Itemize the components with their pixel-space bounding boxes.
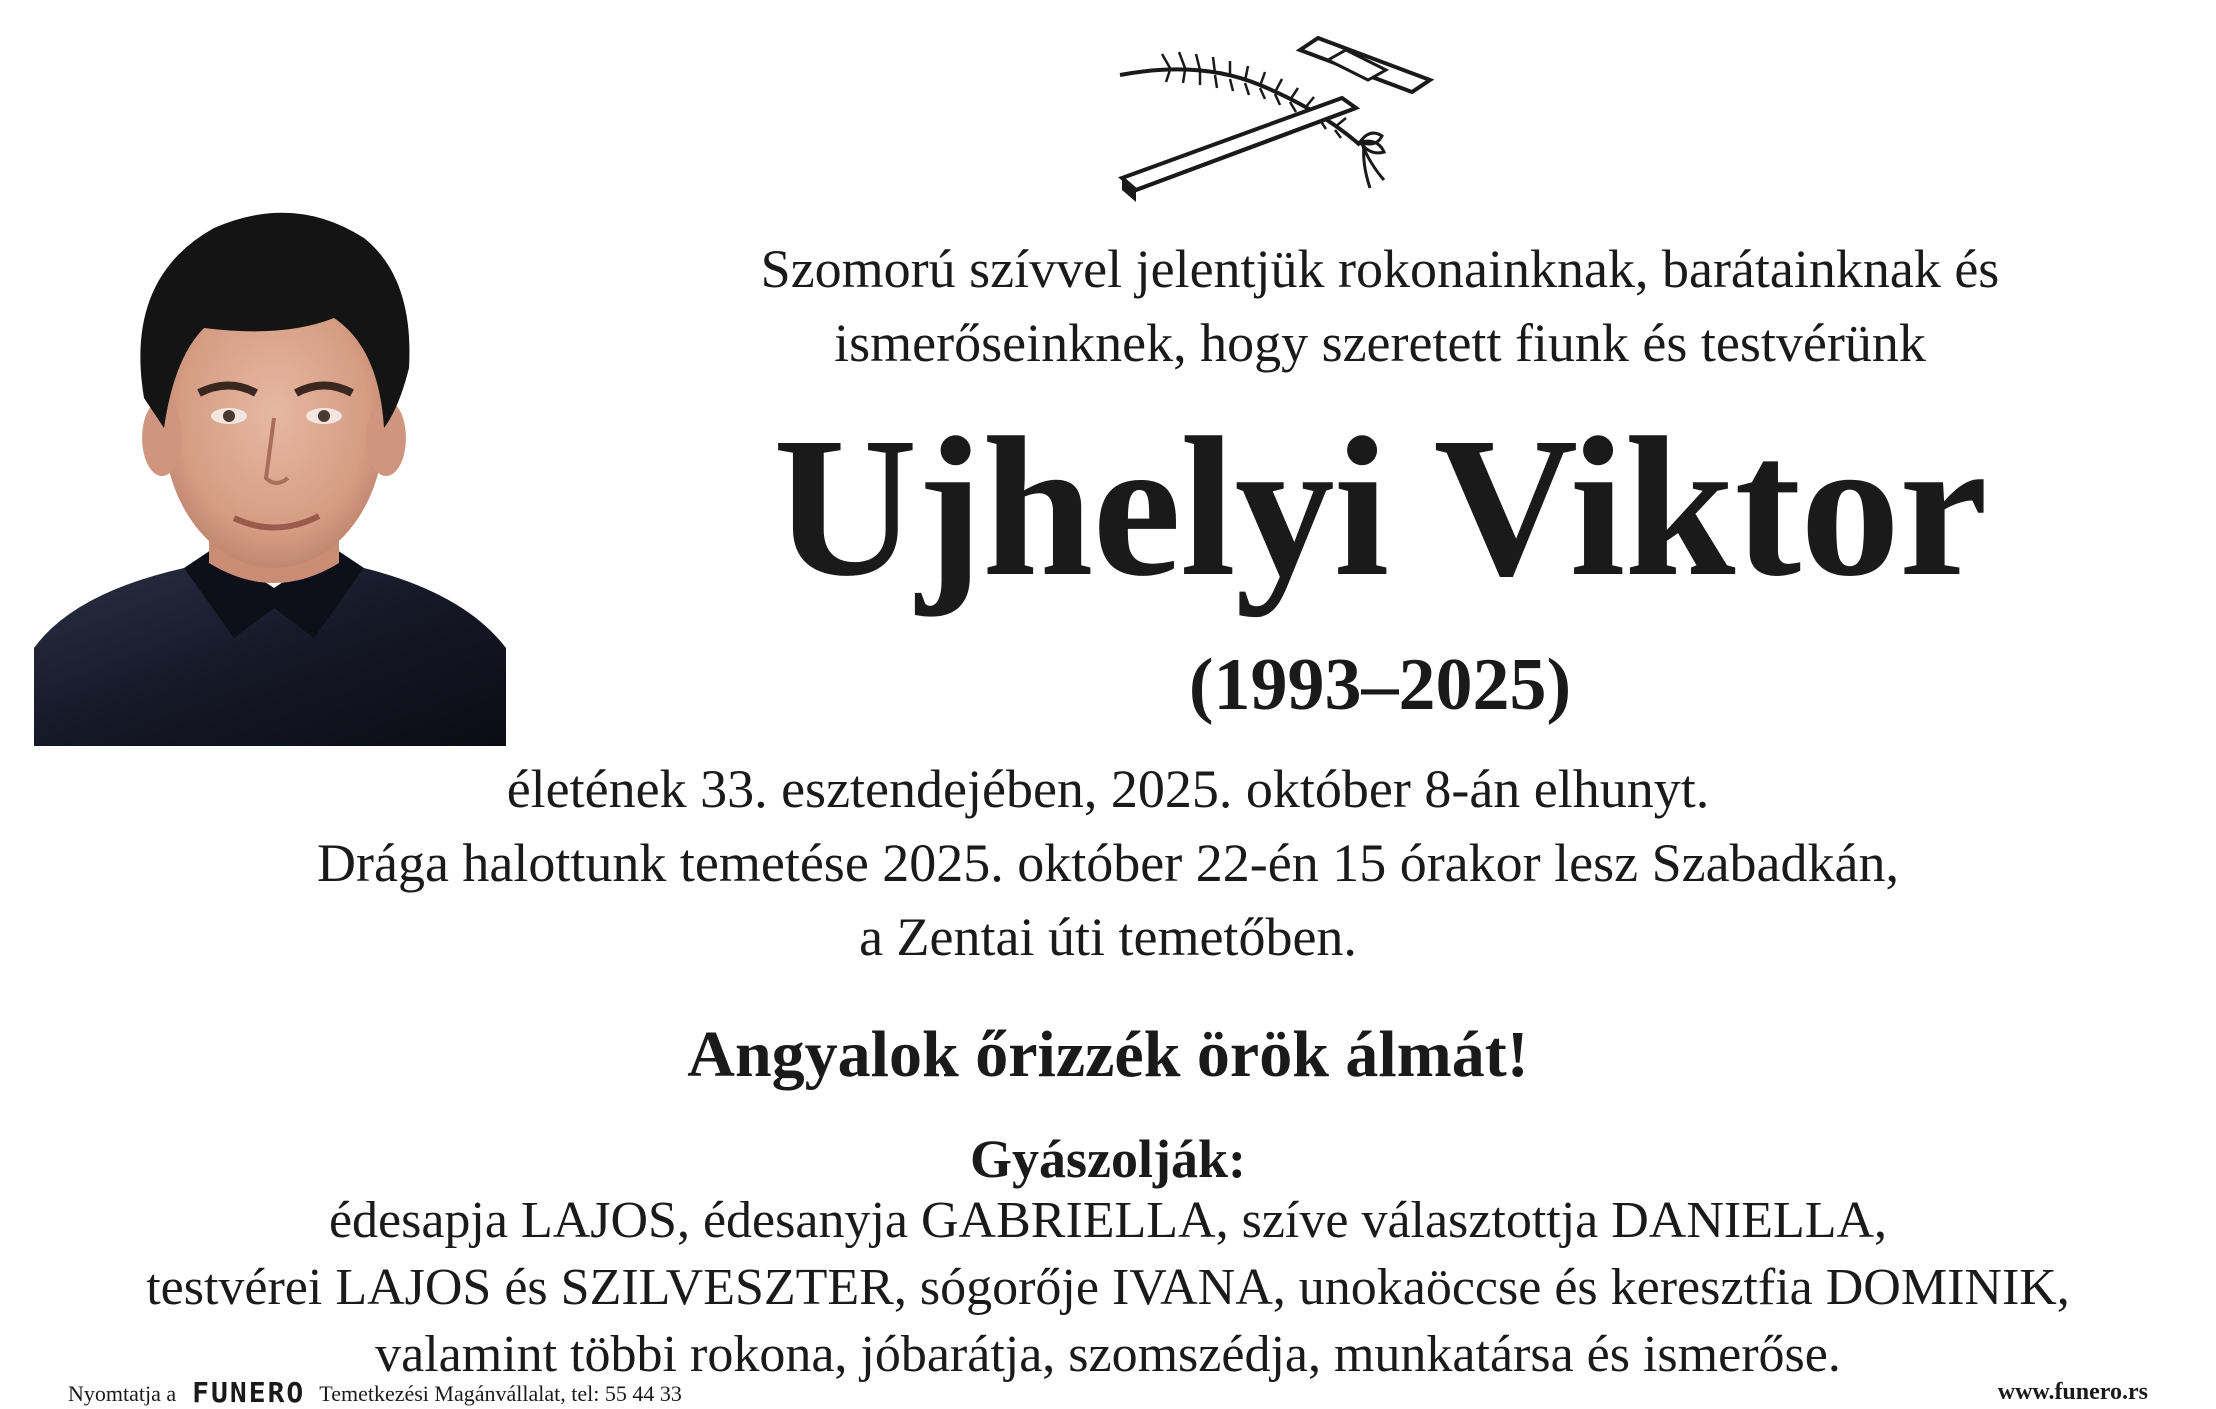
life-years: (1993–2025) — [1188, 644, 1572, 726]
body-line: a Zentai úti temetőben. — [859, 907, 1357, 967]
cross-with-palm-icon — [1110, 30, 1450, 205]
mourners-line: valamint többi rokona, jóbarátja, szomszédja, munkatársa és ismerőse. — [375, 1326, 1841, 1383]
intro-line: Szomorú szívvel jelentjük rokonainknak, barátainknak és — [760, 239, 2000, 299]
footer-printed-by: Nyomtatja a — [68, 1381, 177, 1406]
footer — [0, 1378, 2216, 1408]
intro-line: ismerőseinknek, hogy szeretett fiunk és testvérünk — [834, 313, 1926, 373]
announcement-body — [0, 752, 2216, 974]
mourners-title: Gyászolják: — [970, 1129, 1246, 1189]
mourners-line: testvérei LAJOS és SZILVESZTER, sógorője IVANA, unokaöccse és keresztfia DOMINIK, — [146, 1259, 2070, 1316]
footer-website[interactable]: www.funero.rs — [1997, 1379, 2148, 1405]
mourners-list — [0, 1187, 2216, 1388]
deceased-name: Ujhelyi Viktor — [773, 397, 1987, 618]
footer-printer — [68, 1378, 682, 1408]
body-line: életének 33. esztendejében, 2025. október 8-án elhunyt. — [506, 759, 1710, 819]
portrait-photo — [34, 198, 506, 746]
intro-text — [580, 232, 2180, 380]
footer-company: Temetkezési Magánvállalat, tel: 55 44 33 — [319, 1381, 682, 1406]
body-line: Drága halottunk temetése 2025. október 22-én 15 órakor lesz Szabadkán, — [317, 833, 1899, 893]
motto: Angyalok őrizzék örök álmát! — [687, 1018, 1529, 1091]
funero-logo: FUNERO — [192, 1376, 306, 1409]
mourners-line: édesapja LAJOS, édesanyja GABRIELLA, szíve választottja DANIELLA, — [328, 1192, 1888, 1249]
